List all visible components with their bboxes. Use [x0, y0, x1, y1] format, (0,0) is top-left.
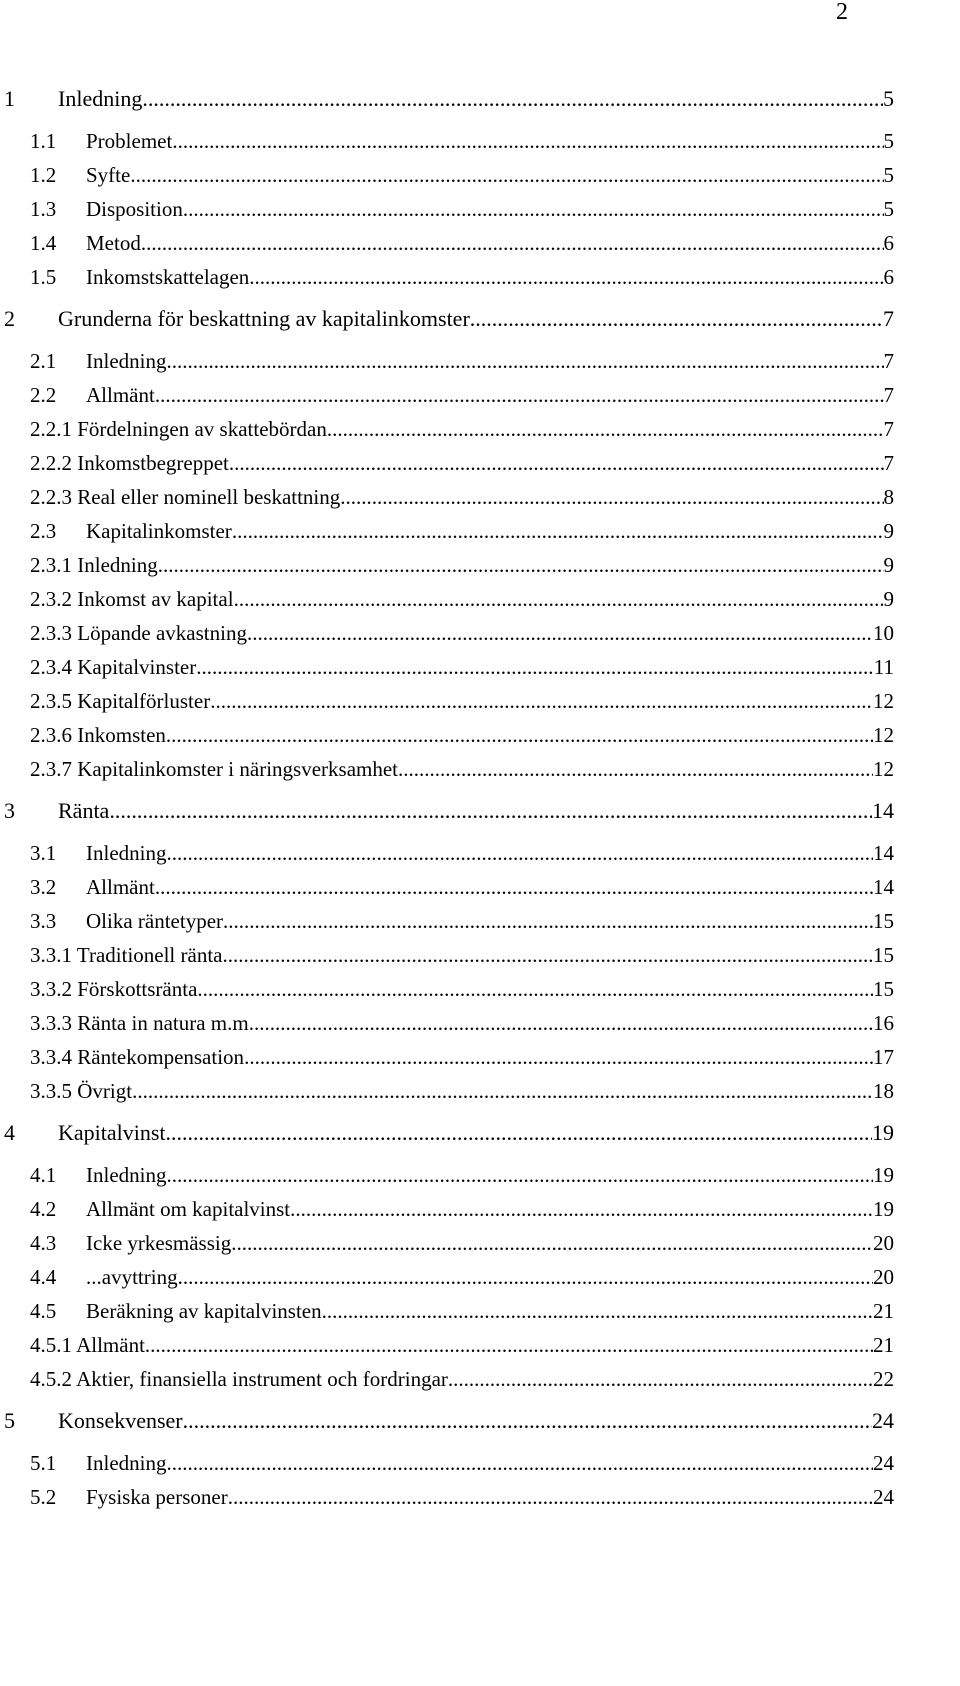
toc-entry-page: 14: [872, 798, 894, 823]
toc-entry[interactable]: [0, 1158, 894, 1192]
toc-entry-title-line: [86, 836, 894, 870]
toc-entry-page: 7: [883, 383, 894, 407]
toc-entry[interactable]: [0, 718, 894, 752]
toc-entry-title-line: [30, 616, 894, 650]
toc-entry-number: 3.3.1: [30, 943, 72, 967]
toc-entry-title-line: [30, 412, 894, 446]
toc-entry-title-line: [86, 1260, 894, 1294]
toc-entry[interactable]: [0, 1074, 894, 1108]
dot-leader: [398, 752, 873, 786]
toc-entry-title-line: [86, 192, 894, 226]
toc-entry-page: 6: [883, 231, 894, 255]
toc-entry[interactable]: [0, 752, 894, 786]
toc-entry-number: 3.3.5: [30, 1079, 72, 1103]
toc-entry-label: Inkomst av kapital: [77, 587, 234, 611]
toc-entry-page: 24: [872, 1408, 894, 1433]
toc-entry-title-line: [86, 1294, 894, 1328]
toc-entry-number: 5: [4, 1408, 15, 1433]
dot-leader: [166, 836, 873, 870]
toc-entry-title-line: [30, 582, 894, 616]
dot-leader: [178, 1260, 873, 1294]
toc-entry-number: 2.1: [30, 349, 57, 373]
toc-entry-title-line: [30, 1006, 894, 1040]
toc-entry-page: 19: [873, 1197, 894, 1221]
toc-entry-page: 8: [883, 485, 894, 509]
toc-entry-label: Räntekompensation: [77, 1045, 245, 1069]
toc-entry-number: 3.3.4: [30, 1045, 72, 1069]
toc-entry-title: Metod: [86, 231, 141, 255]
toc-entry-title-line: [30, 1040, 894, 1074]
toc-entry-number: 4: [4, 1120, 15, 1145]
toc-entry-label: Inkomstbegreppet: [77, 451, 229, 475]
dot-leader: [223, 938, 874, 972]
toc-entry-number: 1.3: [30, 197, 57, 221]
toc-entry-number: 2.3.4: [30, 655, 72, 679]
toc-entry-page: 5: [883, 129, 894, 153]
page-number: 2: [836, 0, 848, 25]
toc-entry-title-line: [30, 1362, 894, 1396]
toc-entry-title: ...avyttring: [86, 1265, 178, 1289]
toc-entry-page: 22: [873, 1367, 894, 1391]
toc-entry-title-line: [30, 480, 894, 514]
toc-entry-page: 20: [873, 1265, 894, 1289]
toc-entry-title-line: [30, 938, 894, 972]
toc-entry-title-line: [30, 972, 894, 1006]
toc-entry-page: 6: [883, 265, 894, 289]
dot-leader: [327, 412, 884, 446]
toc-entry-page: 19: [872, 1120, 894, 1145]
toc-entry-title-line: [58, 1116, 894, 1150]
toc-entry-title-line: [86, 158, 894, 192]
toc-entry-title-line: [58, 82, 894, 116]
toc-entry-title-line: [58, 1404, 894, 1438]
toc-entry-page: 21: [873, 1299, 894, 1323]
dot-leader: [166, 718, 873, 752]
toc-entry-title-line: [30, 1074, 894, 1108]
toc-entry-page: 9: [883, 553, 894, 577]
toc-entry-title: [30, 718, 166, 752]
toc-entry-page: 14: [873, 875, 894, 899]
toc-entry-title: [30, 938, 223, 972]
toc-entry-page: 7: [883, 417, 894, 441]
toc-entry-title: [30, 548, 158, 582]
toc-entry-number: 1.5: [30, 265, 57, 289]
dot-leader: [448, 1362, 873, 1396]
toc-entry-title-line: [58, 302, 894, 336]
toc-entry-title-line: [86, 870, 894, 904]
toc-entry[interactable]: [0, 302, 894, 336]
toc-entry-title: Konsekvenser: [58, 1408, 183, 1433]
toc-entry-label: Kapitalvinster: [77, 655, 197, 679]
toc-entry-number: 3.3.2: [30, 977, 72, 1001]
toc-entry-page: 14: [873, 841, 894, 865]
toc-entry-title-line: [30, 548, 894, 582]
dot-leader: [322, 1294, 873, 1328]
dot-leader: [172, 124, 883, 158]
dot-leader: [142, 82, 883, 116]
toc-entry[interactable]: [0, 226, 894, 260]
dot-leader: [197, 972, 873, 1006]
toc-entry-number: 2.2.2: [30, 451, 72, 475]
dot-leader: [166, 1446, 873, 1480]
toc-entry[interactable]: [0, 192, 894, 226]
toc-entry-label: Aktier, finansiella instrument och fordringar: [76, 1367, 448, 1391]
toc-entry[interactable]: [0, 938, 894, 972]
toc-entry-page: 5: [883, 197, 894, 221]
toc-entry[interactable]: [0, 972, 894, 1006]
toc-entry-page: 9: [883, 519, 894, 543]
toc-entry-title: [30, 752, 398, 786]
toc-entry[interactable]: [0, 480, 894, 514]
toc-entry[interactable]: [0, 1260, 894, 1294]
toc-entry-number: 5.2: [30, 1485, 57, 1509]
dot-leader: [290, 1192, 873, 1226]
toc-entry-title-line: [86, 514, 894, 548]
toc-entry-page: 12: [873, 689, 894, 713]
toc-entry[interactable]: [0, 650, 894, 684]
toc-entry-page: 7: [883, 349, 894, 373]
toc-entry-title: Allmänt: [86, 875, 155, 899]
toc-entry-number: 1.4: [30, 231, 57, 255]
toc-entry-page: 7: [883, 306, 894, 331]
toc-entry-page: 24: [873, 1451, 894, 1475]
toc-entry-title-line: [86, 1158, 894, 1192]
toc-entry-number: 4.5.2: [30, 1367, 72, 1391]
toc-entry[interactable]: [0, 412, 894, 446]
toc-entry[interactable]: [0, 1404, 894, 1438]
toc-entry-number: 5.1: [30, 1451, 57, 1475]
toc-entry-title: [30, 412, 327, 446]
dot-leader: [155, 870, 873, 904]
toc-entry-title: Beräkning av kapitalvinsten: [86, 1299, 322, 1323]
toc-entry-title: Inledning: [86, 841, 167, 865]
toc-entry-title-line: [86, 1446, 894, 1480]
toc-entry[interactable]: [0, 548, 894, 582]
toc-entry-number: 2: [4, 306, 15, 331]
toc-entry-number: 1.1: [30, 129, 57, 153]
toc-entry-title: [30, 684, 210, 718]
toc-entry-title-line: [30, 1328, 894, 1362]
toc-entry-page: 18: [873, 1079, 894, 1103]
toc-entry[interactable]: [0, 260, 894, 294]
dot-leader: [470, 302, 883, 336]
toc-entry-title-line: [30, 718, 894, 752]
toc-entry-title: [30, 446, 229, 480]
toc-entry-page: 12: [873, 757, 894, 781]
dot-leader: [141, 226, 884, 260]
toc-entry[interactable]: [0, 904, 894, 938]
toc-entry-title: Inledning: [86, 1163, 167, 1187]
toc-entry[interactable]: [0, 794, 894, 828]
toc-entry[interactable]: [0, 158, 894, 192]
toc-entry-number: 4.1: [30, 1163, 57, 1187]
toc-entry-number: 2.2: [30, 383, 57, 407]
toc-entry-title: Fysiska personer: [86, 1485, 228, 1509]
dot-leader: [109, 794, 872, 828]
toc-entry-label: Kapitalförluster: [77, 689, 211, 713]
toc-entry-title: Inledning: [86, 1451, 167, 1475]
toc-entry-page: 15: [873, 943, 894, 967]
dot-leader: [229, 446, 884, 480]
toc-entry-page: 5: [883, 86, 894, 111]
toc-entry-label: Kapitalinkomster i näringsverksamhet: [77, 757, 399, 781]
dot-leader: [130, 158, 883, 192]
toc-entry[interactable]: [0, 870, 894, 904]
toc-entry-page: 19: [873, 1163, 894, 1187]
toc-entry-number: 3.1: [30, 841, 57, 865]
toc-entry-number: 2.2.3: [30, 485, 72, 509]
toc-entry-label: Förskottsränta: [77, 977, 198, 1001]
toc-entry-title: [30, 480, 340, 514]
toc-entry-number: 2.3.5: [30, 689, 72, 713]
toc-entry-title: [30, 1006, 254, 1040]
toc-entry-title-line: [86, 226, 894, 260]
toc-entry-label: Löpande avkastning: [77, 621, 247, 645]
toc-entry-page: 17: [873, 1045, 894, 1069]
toc-entry-label: Inkomsten: [77, 723, 166, 747]
toc-entry[interactable]: [0, 1006, 894, 1040]
toc-entry-number: 4.4: [30, 1265, 57, 1289]
toc-entry-number: 4.3: [30, 1231, 57, 1255]
toc-entry-title: Allmänt: [86, 383, 155, 407]
toc-entry-title: [30, 972, 197, 1006]
dot-leader: [232, 514, 884, 548]
toc-entry-page: 12: [873, 723, 894, 747]
toc-entry-label: Traditionell ränta: [76, 943, 223, 967]
toc-entry-title-line: [86, 344, 894, 378]
table-of-contents: [0, 82, 894, 1514]
toc-entry-title-line: [30, 752, 894, 786]
toc-entry[interactable]: [0, 1116, 894, 1150]
toc-entry-title-line: [30, 684, 894, 718]
dot-leader: [223, 904, 873, 938]
dot-leader: [155, 378, 884, 412]
toc-entry-number: 2.3.1: [30, 553, 72, 577]
toc-entry-label: Övrigt: [77, 1079, 133, 1103]
toc-entry-title: [30, 1074, 132, 1108]
toc-entry-number: 3.2: [30, 875, 57, 899]
toc-entry-page: 16: [873, 1011, 894, 1035]
toc-entry-title-line: [58, 794, 894, 828]
toc-entry-title: [30, 1040, 244, 1074]
dot-leader: [166, 344, 883, 378]
dot-leader: [244, 1040, 873, 1074]
toc-entry-title: [30, 1362, 448, 1396]
toc-entry-title: [30, 582, 234, 616]
dot-leader: [247, 1226, 873, 1260]
toc-entry-label: Fördelningen av skattebördan: [77, 417, 327, 441]
toc-entry-label: Real eller nominell beskattning: [77, 485, 341, 509]
toc-entry-number: 1.2: [30, 163, 57, 187]
toc-entry-page: 24: [873, 1485, 894, 1509]
toc-entry-title-line: [86, 904, 894, 938]
toc-entry-title: Inledning: [58, 86, 143, 111]
dot-leader: [249, 260, 883, 294]
toc-entry-title: Kapitalinkomster: [86, 519, 232, 543]
toc-entry[interactable]: [0, 1294, 894, 1328]
toc-entry-number: 2.3.6: [30, 723, 72, 747]
toc-entry-label: Ränta in natura m.m.: [77, 1011, 254, 1035]
toc-entry-label: Allmänt: [76, 1333, 145, 1357]
toc-entry-title-line: [86, 378, 894, 412]
toc-entry-page: 15: [873, 977, 894, 1001]
toc-entry[interactable]: [0, 582, 894, 616]
dot-leader: [196, 650, 874, 684]
toc-entry-number: 3: [4, 798, 15, 823]
toc-entry-title: Kapitalvinst: [58, 1120, 166, 1145]
toc-entry-title-line: [86, 124, 894, 158]
dot-leader: [340, 480, 883, 514]
toc-entry-title: [30, 616, 247, 650]
dot-leader: [145, 1328, 873, 1362]
toc-entry-number: 1: [4, 86, 15, 111]
toc-entry-page: 11: [873, 655, 894, 679]
toc-entry-page: 15: [873, 909, 894, 933]
toc-entry[interactable]: [0, 684, 894, 718]
toc-entry[interactable]: [0, 124, 894, 158]
toc-entry[interactable]: [0, 1192, 894, 1226]
toc-entry-title: Inledning: [86, 349, 167, 373]
toc-entry-title: Disposition: [86, 197, 183, 221]
toc-entry[interactable]: [0, 1480, 894, 1514]
toc-entry-number: 3.3: [30, 909, 57, 933]
toc-entry[interactable]: [0, 1362, 894, 1396]
toc-entry-page: 21: [873, 1333, 894, 1357]
toc-entry[interactable]: [0, 616, 894, 650]
toc-entry-page: 5: [883, 163, 894, 187]
dot-leader: [254, 1006, 873, 1040]
toc-entry-page: 7: [883, 451, 894, 475]
toc-entry-title-line: [86, 1226, 894, 1260]
toc-entry-title: [30, 650, 196, 684]
toc-entry[interactable]: [0, 514, 894, 548]
dot-leader: [183, 1404, 872, 1438]
dot-leader: [247, 616, 873, 650]
toc-entry-page: 10: [873, 621, 894, 645]
toc-entry[interactable]: [0, 836, 894, 870]
toc-entry-number: 4.5.1: [30, 1333, 72, 1357]
toc-entry[interactable]: [0, 82, 894, 116]
toc-entry-title: Ränta: [58, 798, 110, 823]
toc-entry-title-line: [86, 260, 894, 294]
toc-entry-number: 4.2: [30, 1197, 57, 1221]
toc-entry-page: 9: [883, 587, 894, 611]
toc-entry[interactable]: [0, 1226, 894, 1260]
toc-entry[interactable]: [0, 1328, 894, 1362]
toc-entry[interactable]: [0, 1446, 894, 1480]
toc-entry[interactable]: [0, 446, 894, 480]
toc-entry-page: 20: [873, 1231, 894, 1255]
dot-leader: [210, 684, 873, 718]
toc-entry-title: Grunderna för beskattning av kapitalinkomster: [58, 306, 470, 331]
toc-entry-number: 4.5: [30, 1299, 57, 1323]
dot-leader: [132, 1074, 873, 1108]
toc-entry[interactable]: [0, 1040, 894, 1074]
toc-entry-title-line: [86, 1192, 894, 1226]
dot-leader: [166, 1116, 872, 1150]
toc-entry-title: Olika räntetyper: [86, 909, 224, 933]
toc-entry-number: 2.3: [30, 519, 57, 543]
toc-entry[interactable]: [0, 378, 894, 412]
dot-leader: [234, 582, 884, 616]
toc-entry-title: Syfte: [86, 163, 131, 187]
toc-entry-number: 2.2.1: [30, 417, 72, 441]
toc-entry-number: 3.3.3: [30, 1011, 72, 1035]
toc-entry-number: 2.3.2: [30, 587, 72, 611]
dot-leader: [166, 1158, 873, 1192]
toc-entry-title: Allmänt om kapitalvinst: [86, 1197, 291, 1221]
toc-entry-label: Inledning: [77, 553, 158, 577]
toc-entry-title: Problemet: [86, 129, 173, 153]
dot-leader: [228, 1480, 873, 1514]
dot-leader: [158, 548, 884, 582]
toc-entry-number: 2.3.3: [30, 621, 72, 645]
toc-entry-title-line: [30, 650, 894, 684]
toc-entry-title: [30, 1328, 145, 1362]
toc-entry-number: 2.3.7: [30, 757, 72, 781]
toc-entry-title: Inkomstskattelagen: [86, 265, 250, 289]
toc-entry-title-line: [86, 1480, 894, 1514]
toc-entry-title-line: [30, 446, 894, 480]
toc-entry-title: Icke yrkesmässig...: [86, 1231, 247, 1255]
dot-leader: [183, 192, 884, 226]
toc-entry[interactable]: [0, 344, 894, 378]
